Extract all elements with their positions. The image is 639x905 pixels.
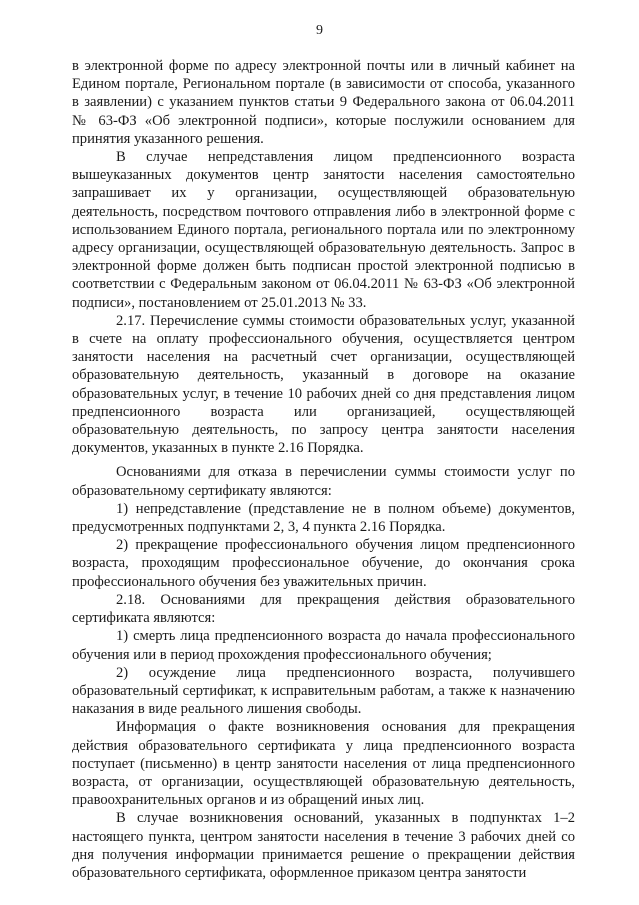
paragraph-information: Информация о факте возникновения основания для прекращения действия образовательного сертификата у лица предпенсионного возраста поступает (письменно) в центр занятости населения от лица предпенсионного возраста, от организации, осуществляющей образовательную деятельность, правоохранительных органов и из обращений иных лиц. xyxy=(72,719,575,809)
list-item-termination-1: 1) смерть лица предпенсионного возраста до начала профессионального обучения или в период прохождения профессионального обучения; xyxy=(72,628,575,663)
list-item-termination-2: 2) осуждение лица предпенсионного возраста, получившего образовательный сертификат, к исправительным работам, а также к назначению наказания в виде реального лишения свободы. xyxy=(72,664,575,718)
page-number: 9 xyxy=(316,23,323,38)
paragraph-request-documents: В случае непредставления лицом предпенсионного возраста вышеуказанных документов центр занятости населения самостоятельно запрашивает их у организации, осуществляющей образовательную деятельность, посредством почтового отправления либо в электронной форме с использованием Единого портала, регионального портала или по электронному адресу организации, осуществляющей образовательную деятельность. Запрос в электронной форме должен быть подписан простой электронной подписью в соответствии с Федеральным законом от 06.04.2011 № 63-ФЗ «Об электронной подписи», постановлением от 25.01.2013 № 33. xyxy=(72,149,575,311)
paragraph-decision: В случае возникновения оснований, указанных в подпунктах 1–2 настоящего пункта, центром занятости населения в течение 3 рабочих дней со дня получения информации принимается решение о прекращении действия образовательного сертификата, оформленное приказом центра занятости xyxy=(72,810,575,881)
paragraph-refusal-grounds: Основаниями для отказа в перечислении суммы стоимости услуг по образовательному сертификату являются: xyxy=(72,464,575,499)
paragraph-2-18: 2.18. Основаниями для прекращения действия образовательного сертификата являются: xyxy=(72,591,575,627)
list-item-refusal-2: 2) прекращение профессионального обучения лицом предпенсионного возраста, проходящим профессиональное обучение, до окончания срока профессионального обучения без уважительных причин. xyxy=(72,537,575,590)
document-body xyxy=(72,57,575,882)
list-item-refusal-1: 1) непредставление (представление не в полном объеме) документов, предусмотренных подпунктами 2, 3, 4 пункта 2.16 Порядка. xyxy=(72,500,575,536)
paragraph-continuation: в электронной форме по адресу электронной почты или в личный кабинет на Едином портале, Региональном портале (в зависимости от способа, указанного в заявлении) с указанием пунктов статьи 9 Федерального закона от 06.04.2011 № 63-ФЗ «Об электронной подписи», которые послужили основанием для принятия указанного решения. xyxy=(72,58,575,147)
paragraph-2-17: 2.17. Перечисление суммы стоимости образовательных услуг, указанной в счете на оплату профессионального обучения, осуществляется центром занятости населения на расчетный счет организации, осуществляющей образовательную деятельность, указанный в договоре на оказание образовательных услуг, в течение 10 рабочих дней со дня представления лицом предпенсионного возраста или организацией, осуществляющей образовательную деятельность, по запросу центра занятости населения документов, указанных в пункте 2.16 Порядка. xyxy=(72,312,575,457)
